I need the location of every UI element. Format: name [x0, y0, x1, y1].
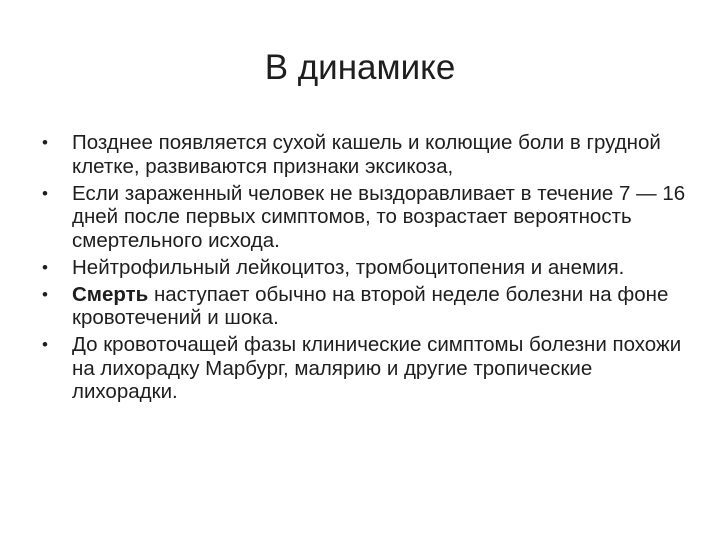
- bullet-list: [40, 131, 690, 407]
- bullet-text: Позднее появляется сухой кашель и колющие боли в грудной клетке, развиваются признаки эксикоза,: [72, 131, 661, 178]
- bullet-item: [40, 333, 690, 404]
- bullet-item: [40, 182, 690, 253]
- bullet-icon: •: [42, 257, 48, 277]
- bullet-text: Нейтрофильный лейкоцитоз, тромбоцитопения и анемия.: [72, 255, 625, 279]
- bullet-icon: •: [42, 183, 48, 203]
- slide-title: В динамике: [264, 48, 456, 87]
- bullet-bold-word: Смерть: [72, 282, 149, 306]
- bullet-icon: •: [42, 284, 48, 304]
- bullet-text: До кровоточащей фазы клинические симптомы болезни похожи на лихорадку Марбург, малярию и другие тропические лихорадки.: [72, 333, 682, 403]
- bullet-item: [40, 283, 690, 330]
- bullet-icon: •: [42, 133, 48, 152]
- bullet-item: [40, 131, 690, 178]
- bullet-text: Если зараженный человек не выздоравливает в течение 7 — 16 дней после первых симптомов, то возрастает вероятность смертельного исхода.: [72, 181, 686, 252]
- bullet-item: [40, 256, 690, 280]
- bullet-text: наступает обычно на второй неделе болезни на фоне кровотечений и шока.: [72, 282, 669, 329]
- bullet-icon: •: [42, 335, 48, 354]
